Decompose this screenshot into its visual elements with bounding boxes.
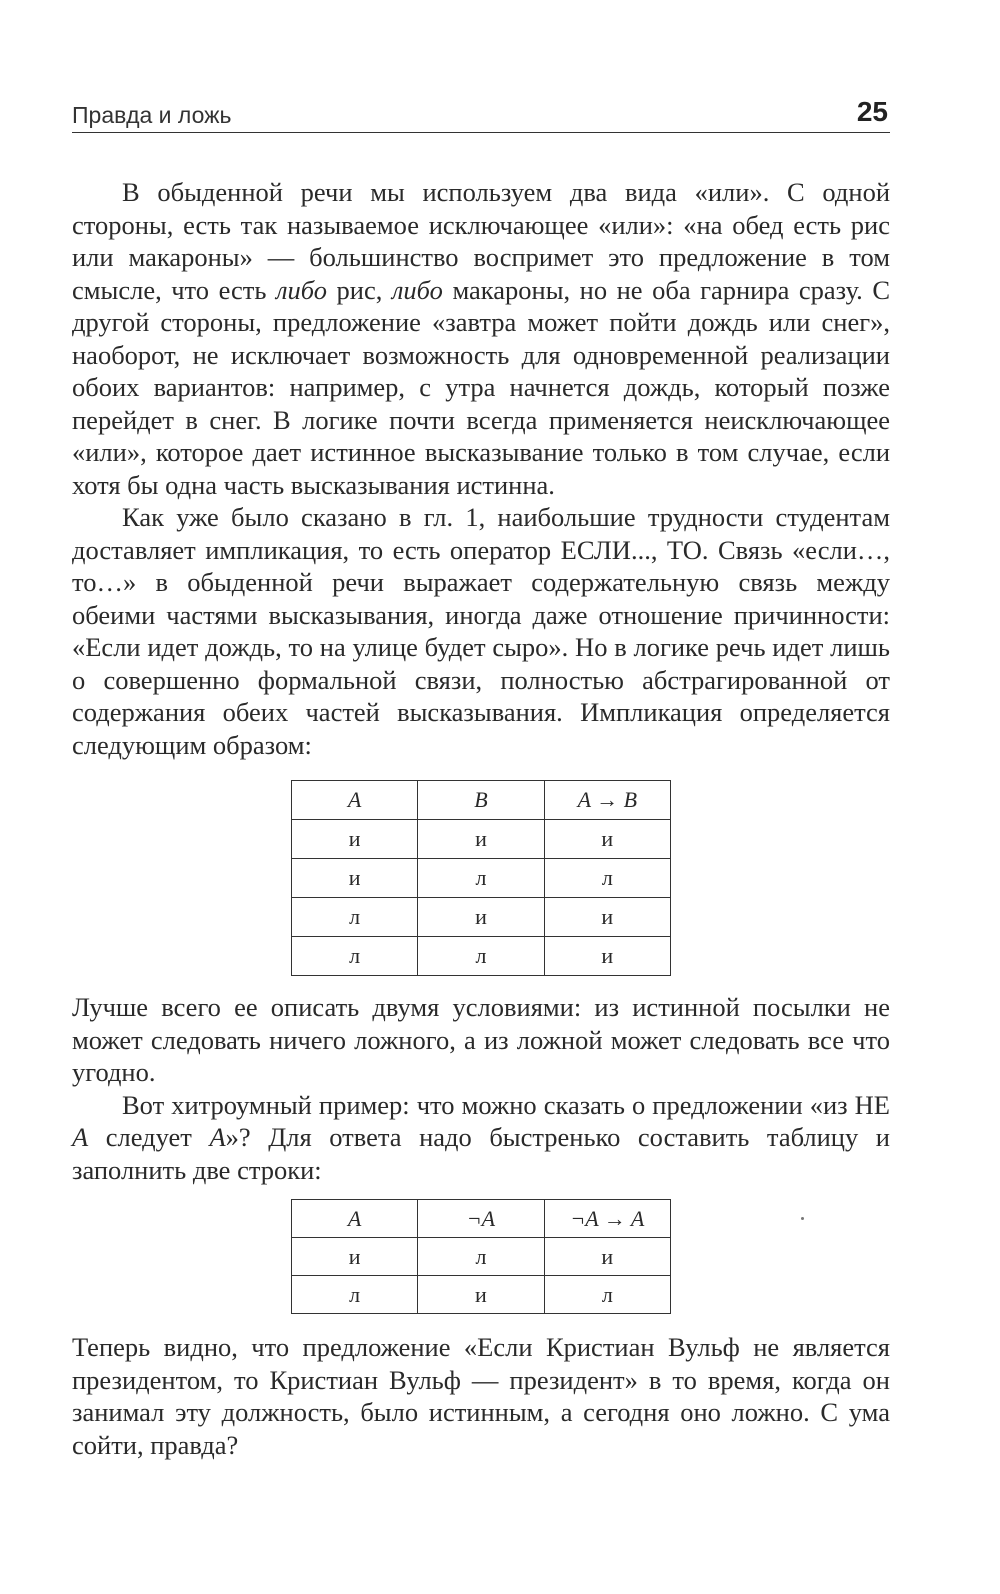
text-block-3 xyxy=(72,1331,890,1461)
paragraph-conditions: Лучше всего ее описать двумя условиями: из истинной посылки не может следовать ничего ложного, а из ложной может следовать все что угодно. xyxy=(72,992,890,1087)
italic-word: либо xyxy=(275,274,327,305)
paragraph-text: В обыденной речи мы используем два вида «или». С одной стороны, есть так называемое исключающее «или»: «на обед есть рис или макароны» — большинство воспримет это предложение в том смысле, что есть xyxy=(72,177,890,305)
page-number: 25 xyxy=(856,96,888,127)
running-title: Правда и ложь xyxy=(72,102,232,128)
table-cell: и xyxy=(418,820,544,859)
table-row xyxy=(292,1238,671,1276)
paragraph-text: Вот хитроумный пример: что можно сказать о предложении «из НЕ xyxy=(122,1089,890,1120)
text-block-1 xyxy=(72,176,890,761)
table-cell: л xyxy=(292,898,418,937)
truth-table-implication xyxy=(291,780,671,976)
table-header-cell: ¬A xyxy=(418,1200,544,1238)
table-cell: л xyxy=(544,1276,670,1314)
table-cell: и xyxy=(544,937,670,976)
table-row xyxy=(292,937,671,976)
paragraph-conclusion: Теперь видно, что предложение «Если Кристиан Вульф не является президентом, то Кристиан Вульф — президент» в то время, когда он занимал эту должность, было истинным, а сегодня оно ложно. С ума сойти, правда? xyxy=(72,1332,890,1460)
truth-table-not-a-implies-a xyxy=(291,1199,671,1314)
table-row xyxy=(292,820,671,859)
paragraph-implication: Как уже было сказано в гл. 1, наибольшие трудности студентам доставляет импликация, то есть оператор ЕСЛИ..., ТО. Связь «если…, то…» в обыденной речи выражает содержательную связь между обеими частями высказывания, иногда даже отношение причинности: «Если идет дождь, то на улице будет сыро». Но в логике речь идет лишь о совершенно формальной связи, полностью абстрагированной от содержания обеих частей высказывания. Импликация определяется следующим образом: xyxy=(72,502,890,760)
italic-word: либо xyxy=(391,274,443,305)
table-header-row xyxy=(292,781,671,820)
paragraph-text: »? Для ответа надо быстренько составить таблицу и заполнить две строки: xyxy=(72,1122,890,1185)
table-cell: и xyxy=(292,1238,418,1276)
table-cell: и xyxy=(292,859,418,898)
table-cell: л xyxy=(292,1276,418,1314)
table-cell: л xyxy=(418,859,544,898)
table-row xyxy=(292,898,671,937)
running-header xyxy=(72,96,890,133)
table-header-cell: A xyxy=(292,781,418,820)
table-cell: л xyxy=(418,937,544,976)
table-cell: и xyxy=(544,1238,670,1276)
table-header-cell: B xyxy=(418,781,544,820)
paragraph-exclusive-or xyxy=(72,176,890,501)
table-cell: и xyxy=(544,898,670,937)
paragraph-text: следует xyxy=(88,1122,210,1152)
table-row xyxy=(292,859,671,898)
table-header-cell: A → B xyxy=(544,781,670,820)
table-cell: и xyxy=(418,1276,544,1314)
table-cell: л xyxy=(292,937,418,976)
table-cell: и xyxy=(418,898,544,937)
table-cell: л xyxy=(544,859,670,898)
paragraph-text: макароны, но не оба гарнира сразу. С другой стороны, предложение «завтра может пойти дождь или снег», наоборот, не исключает возможность для одновременной реализации обоих вариантов: например, с утра начнется дождь, который позже перейдет в снег. В логике почти всегда применяется неисключающее «или», которое дает истинное высказывание только в том случае, если хотя бы одна часть высказывания истинна. xyxy=(72,274,890,500)
italic-variable: A xyxy=(209,1122,226,1152)
table-header-cell: A xyxy=(292,1200,418,1238)
paragraph-text: рис, xyxy=(327,274,392,305)
text-block-2 xyxy=(72,991,890,1186)
print-speck xyxy=(801,1217,804,1220)
table-header-row xyxy=(292,1200,671,1238)
table-cell: и xyxy=(544,820,670,859)
table-header-cell: ¬A → A xyxy=(544,1200,670,1238)
paragraph-example xyxy=(72,1089,890,1187)
table-cell: л xyxy=(418,1238,544,1276)
table-row xyxy=(292,1276,671,1314)
italic-variable: A xyxy=(72,1122,89,1152)
table-cell: и xyxy=(292,820,418,859)
